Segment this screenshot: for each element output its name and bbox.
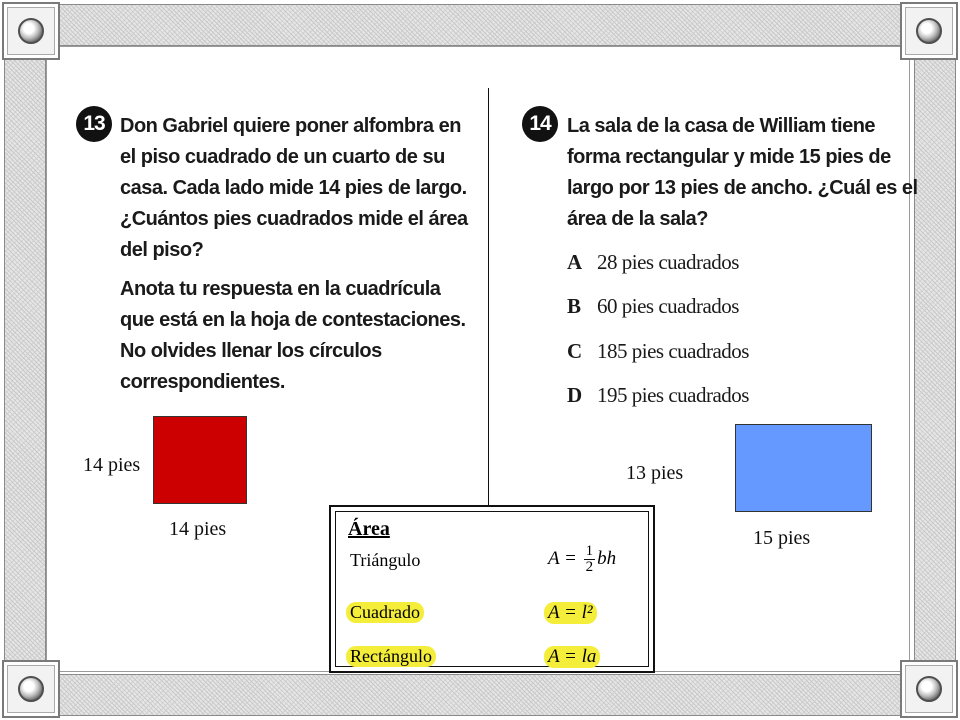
text-line: casa. Cada lado mide 14 pies de largo. <box>120 177 467 199</box>
text-line: del piso? <box>120 239 204 261</box>
fraction-numerator: 1 <box>585 543 594 559</box>
frame-right <box>914 50 956 672</box>
formula-name: Triángulo <box>350 550 421 570</box>
option-text: 28 pies cuadrados <box>597 249 739 274</box>
option-d[interactable] <box>567 374 749 419</box>
formula-lhs: A = <box>548 547 577 569</box>
formula-rhs: bh <box>597 547 617 569</box>
column-divider <box>488 88 489 518</box>
text-line: Anota tu respuesta en la cuadrícula <box>120 278 441 300</box>
square-bottom-label: 14 pies <box>169 518 227 540</box>
text-line: forma rectangular y mide 15 pies de <box>567 146 891 168</box>
option-letter: A <box>567 249 583 274</box>
square-figure <box>153 416 247 504</box>
fraction-denominator: 2 <box>585 559 594 575</box>
formula-row-square <box>336 602 648 632</box>
circle-knob-icon <box>18 676 44 702</box>
rectangle-side-label: 13 pies <box>626 462 684 484</box>
option-b[interactable] <box>567 285 749 330</box>
formula-box-inner <box>335 511 649 667</box>
corner-bottom-right <box>900 660 958 718</box>
question-13-instruction <box>120 274 466 398</box>
option-letter: B <box>567 294 582 319</box>
formula-expression: A = la <box>544 646 600 668</box>
text-line: que está en la hoja de contestaciones. <box>120 309 466 331</box>
corner-bottom-left <box>2 660 60 718</box>
text-line: largo por 13 pies de ancho. ¿Cuál es el <box>567 177 918 199</box>
option-text: 60 pies cuadrados <box>597 294 739 319</box>
question-14-text <box>567 111 918 235</box>
frame-left <box>4 50 46 672</box>
formula-title: Área <box>348 518 390 540</box>
text-line: ¿Cuántos pies cuadrados mide el área <box>120 208 468 230</box>
formula-row-rectangle <box>336 646 648 676</box>
rectangle-figure <box>735 424 872 512</box>
square-side-label: 14 pies <box>83 454 141 476</box>
corner-top-left <box>2 2 60 60</box>
text-line: Don Gabriel quiere poner alfombra en <box>120 115 461 137</box>
formula-row-triangle <box>336 543 648 580</box>
corner-top-right <box>900 2 958 60</box>
answer-options <box>567 240 749 418</box>
question-13-number: 13 <box>76 106 112 142</box>
formula-name: Rectángulo <box>346 646 436 667</box>
text-line: No olvides llenar los círculos <box>120 340 382 362</box>
option-letter: D <box>567 383 583 408</box>
text-line: correspondientes. <box>120 371 285 393</box>
circle-knob-icon <box>916 18 942 44</box>
formula-expression: A = l² <box>544 602 597 624</box>
text-line: La sala de la casa de William tiene <box>567 115 876 137</box>
formula-expression <box>544 544 620 575</box>
option-c[interactable] <box>567 329 749 374</box>
rectangle-bottom-label: 15 pies <box>753 527 811 549</box>
frame-top <box>50 4 910 46</box>
circle-knob-icon <box>18 18 44 44</box>
formula-name: Cuadrado <box>346 602 424 623</box>
question-14-number: 14 <box>522 106 558 142</box>
text-line: área de la sala? <box>567 208 708 230</box>
question-13-text <box>120 111 468 266</box>
option-a[interactable] <box>567 240 749 285</box>
area-formula-box <box>329 505 655 673</box>
fraction <box>584 544 596 575</box>
frame-bottom <box>50 674 910 716</box>
option-letter: C <box>567 338 583 363</box>
option-text: 195 pies cuadrados <box>597 383 749 408</box>
option-text: 185 pies cuadrados <box>597 338 749 363</box>
text-line: el piso cuadrado de un cuarto de su <box>120 146 445 168</box>
circle-knob-icon <box>916 676 942 702</box>
